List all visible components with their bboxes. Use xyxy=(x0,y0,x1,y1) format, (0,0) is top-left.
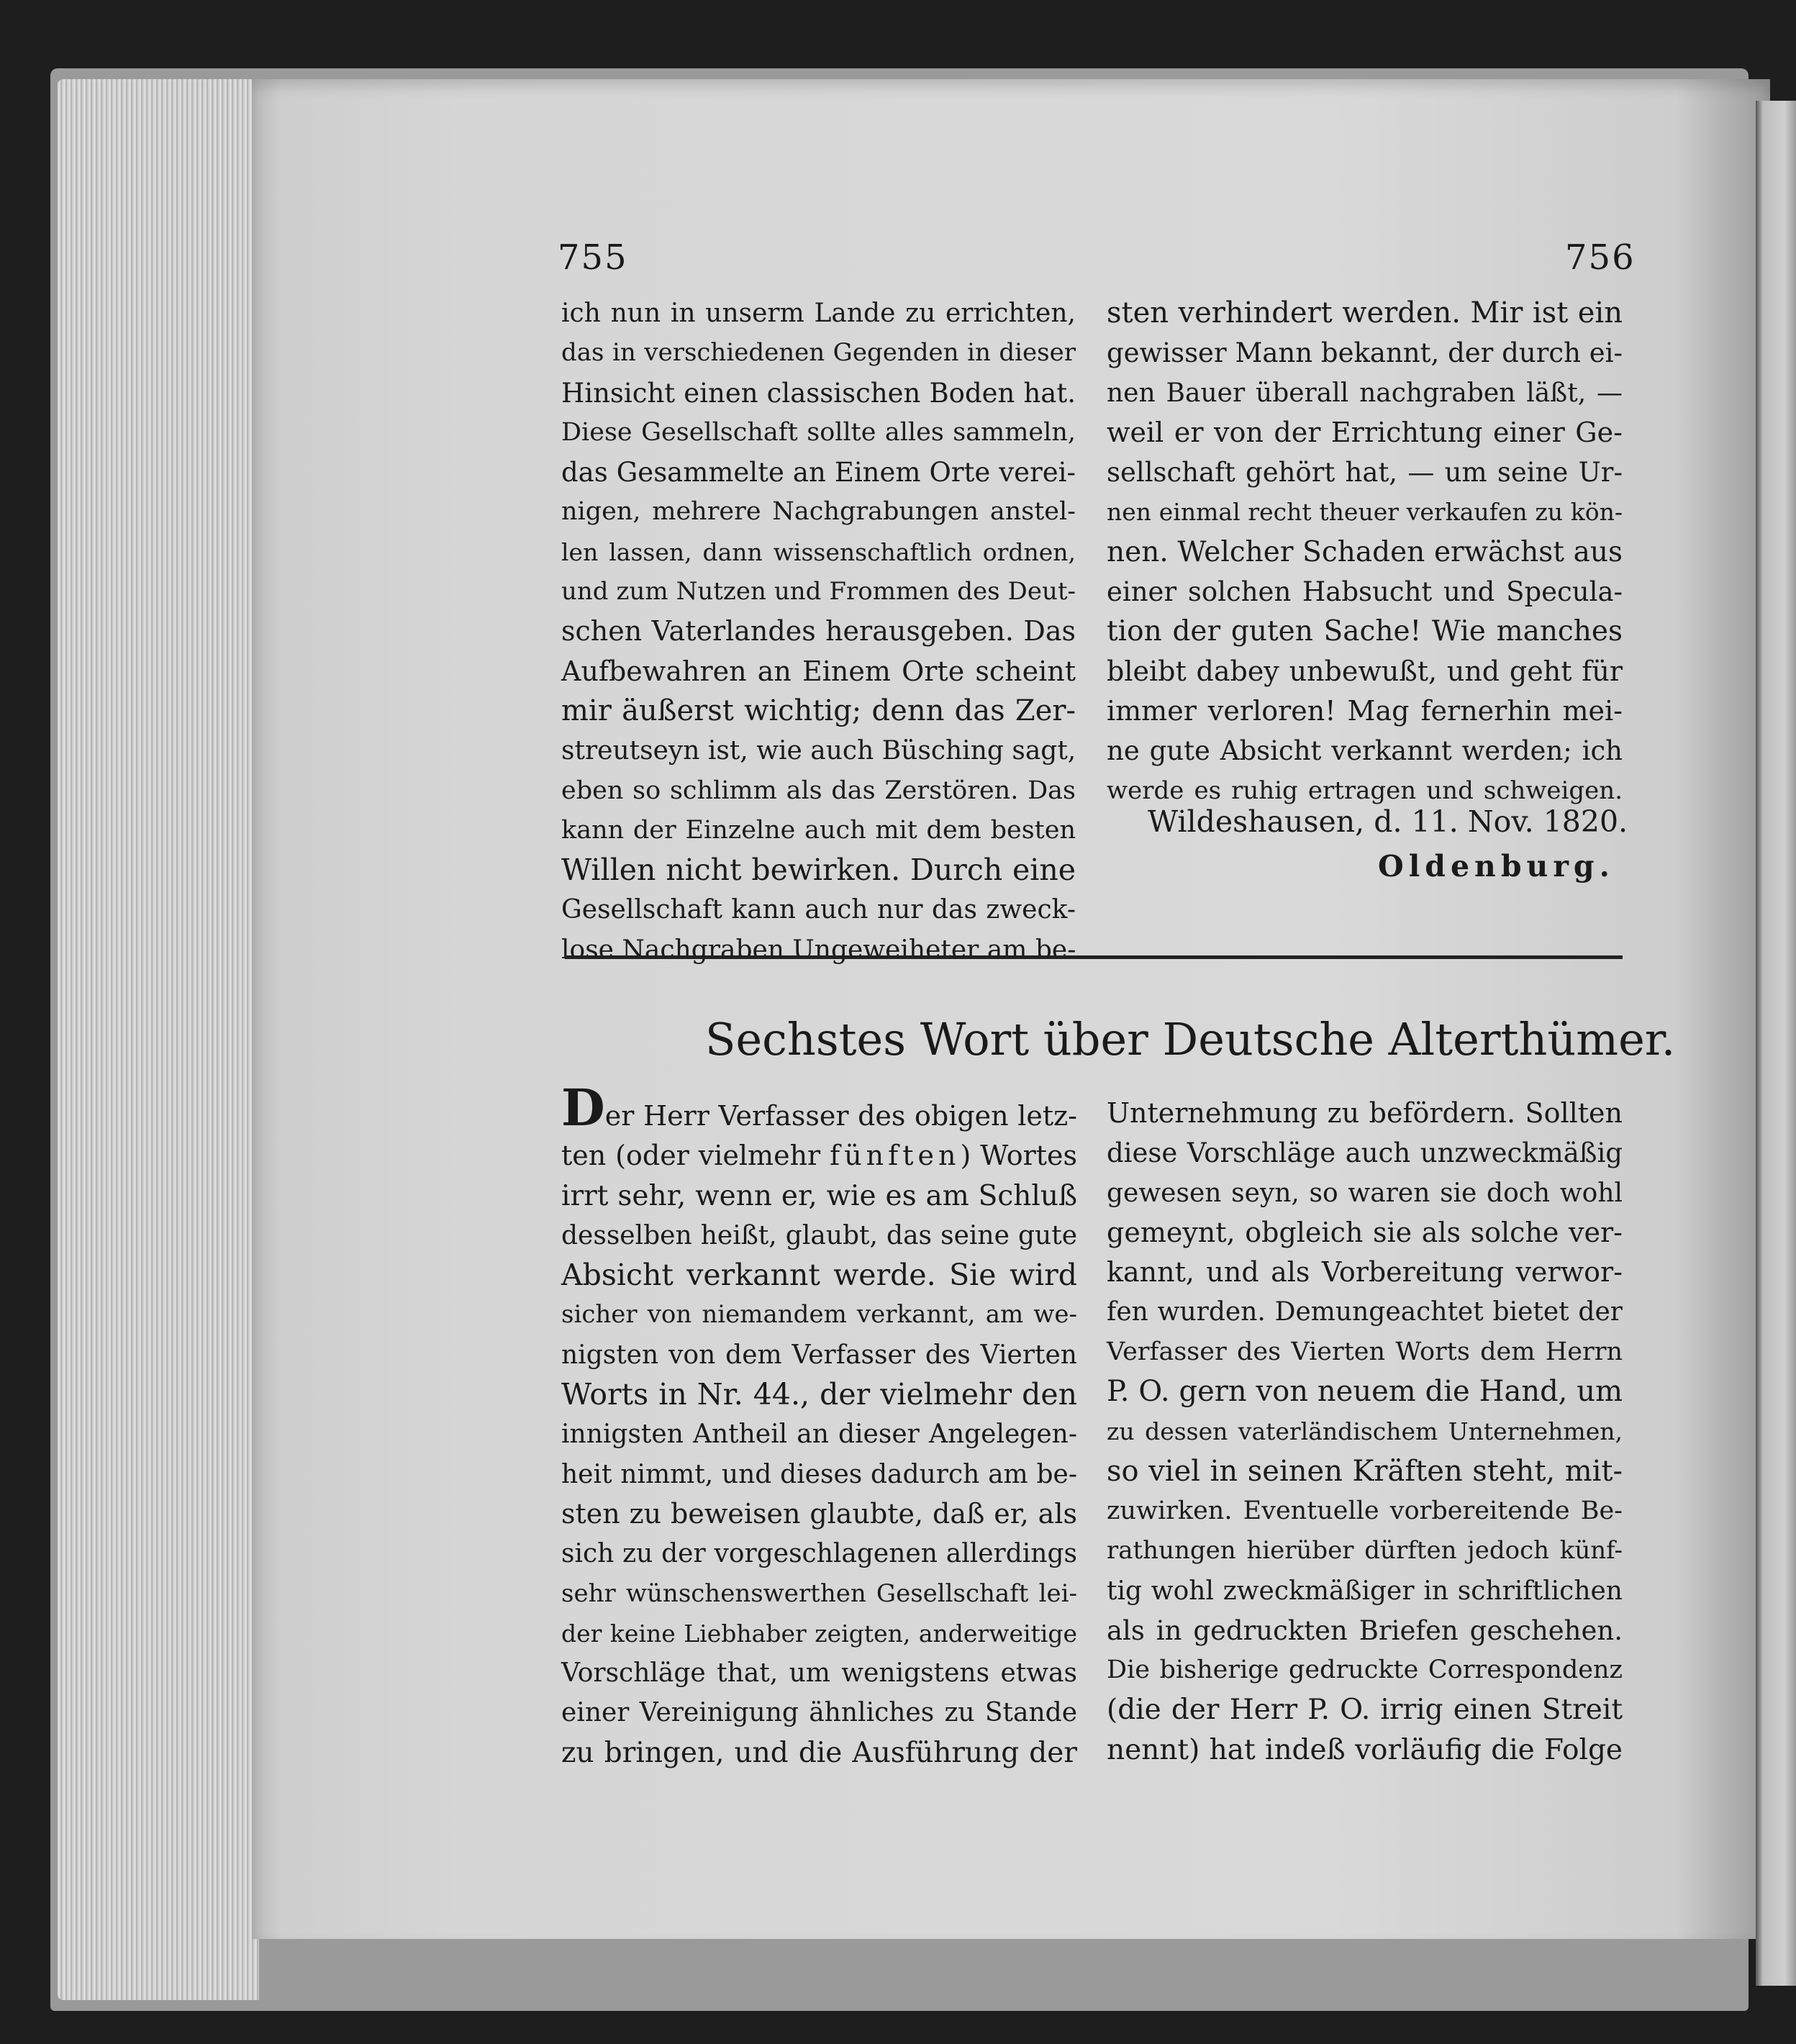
text-line: desselben heißt, glaubt, das seine gute xyxy=(561,1220,1077,1250)
text-line: und zum Nutzen und Frommen des Deut- xyxy=(561,577,1076,607)
text-line: sicher von niemandem verkannt, am we- xyxy=(561,1300,1077,1330)
text-line: len lassen, dann wissenschaftlich ordnen, xyxy=(561,537,1076,566)
signoff-city: Oldenburg. xyxy=(1378,849,1615,884)
text-line: (die der Herr P. O. irrig einen Streit xyxy=(1107,1694,1623,1727)
text-line: einer Vereinigung ähnliches zu Stande xyxy=(561,1698,1077,1728)
text-line: Absicht verkannt werde. Sie wird xyxy=(561,1258,1077,1293)
text-line: diese Vorschläge auch unzweckmäßig xyxy=(1107,1137,1623,1169)
text-line: P. O. gern von neuem die Hand, um xyxy=(1107,1375,1623,1409)
text-line: als in gedruckten Briefen geschehen. xyxy=(1107,1614,1623,1646)
text-line: so viel in seinen Kräften steht, mit- xyxy=(1107,1454,1623,1488)
text-line: das in verschiedenen Gegenden in dieser xyxy=(561,338,1076,368)
page-edges xyxy=(58,79,259,2000)
text-line: immer verloren! Mag fernerhin mei- xyxy=(1107,694,1623,727)
text-line: irrt sehr, wenn er, wie es am Schluß xyxy=(561,1179,1077,1212)
text-fragment: ) Wortes xyxy=(960,1140,1077,1172)
text-line: rathungen hierüber dürften jedoch künf- xyxy=(1107,1536,1623,1566)
text-line: sellschaft gehört hat, — um seine Ur- xyxy=(1107,457,1623,489)
signoff-place-date: Wildeshausen, d. 11. Nov. 1820. xyxy=(1148,804,1628,839)
text-line: zu bringen, und die Ausführung der xyxy=(561,1736,1077,1769)
text-line: fen wurden. Demungeachtet bietet der xyxy=(1107,1297,1623,1327)
text-line-second xyxy=(561,1136,1077,1176)
text-line: eben so schlimm als das Zerstören. Das xyxy=(561,776,1076,805)
text-line-first xyxy=(561,1078,1077,1137)
text-line: nen Bauer überall nachgraben läßt, — xyxy=(1107,378,1623,408)
text-line: sehr wünschenswerthen Gesellschaft lei- xyxy=(561,1579,1077,1608)
text-fragment: er Herr Verfasser des obigen letz- xyxy=(604,1100,1077,1132)
section-heading: Sechstes Wort über Deutsche Alterthümer. xyxy=(705,1013,1676,1066)
text-line: sten verhindert werden. Mir ist ein xyxy=(1107,296,1623,330)
text-line: werde es ruhig ertragen und schweigen. xyxy=(1107,776,1623,805)
text-column-top-left xyxy=(561,294,1076,970)
text-line: zu dessen vaterländischem Unternehmen, xyxy=(1107,1417,1623,1446)
next-page-edge xyxy=(1756,101,1796,1986)
text-line: Unternehmung zu befördern. Sollten xyxy=(1107,1097,1623,1129)
text-line: schen Vaterlandes herausgeben. Das xyxy=(561,615,1076,648)
text-line: lose Nachgraben Ungeweiheter am be- xyxy=(561,935,1076,965)
text-line: bleibt dabey unbewußt, und geht für xyxy=(1107,655,1623,687)
text-line: das Gesammelte an Einem Orte verei- xyxy=(561,457,1076,489)
text-line: sich zu der vorgeschlagenen allerdings xyxy=(561,1539,1077,1569)
text-line: weil er von der Errichtung einer Ge- xyxy=(1107,416,1623,448)
text-line: innigsten Antheil an dieser Angelegen- xyxy=(561,1420,1077,1450)
text-line: Verfasser des Vierten Worts dem Herrn xyxy=(1107,1337,1623,1366)
text-line: nen. Welcher Schaden erwächst aus xyxy=(1107,535,1623,568)
text-line: Aufbewahren an Einem Orte scheint xyxy=(561,655,1076,687)
text-line: nigsten von dem Verfasser des Vierten xyxy=(561,1340,1077,1370)
text-line: ich nun in unserm Lande zu errichten, xyxy=(561,299,1076,328)
text-line: nigen, mehrere Nachgrabungen anstel- xyxy=(561,497,1076,527)
text-line: nen einmal recht theuer verkaufen zu kön- xyxy=(1107,498,1623,527)
text-line: gewisser Mann bekannt, der durch ei- xyxy=(1107,337,1623,369)
text-column-bottom-right xyxy=(1107,1094,1623,1770)
page-number-right: 756 xyxy=(1565,237,1636,278)
text-line: einer solchen Habsucht und Specula- xyxy=(1107,576,1623,608)
text-line: tion der guten Sache! Wie manches xyxy=(1107,615,1623,648)
text-line: Worts in Nr. 44., der vielmehr den xyxy=(561,1377,1077,1412)
text-line: zuwirken. Eventuelle vorbereitende Be- xyxy=(1107,1496,1623,1525)
text-line: Vorschläge that, um wenigstens etwas xyxy=(561,1658,1077,1689)
text-line: Die bisherige gedruckte Correspondenz xyxy=(1107,1655,1623,1685)
text-column-bottom-left xyxy=(561,1078,1077,1773)
section-divider xyxy=(565,955,1623,959)
text-line: tig wohl zweckmäßiger in schriftlichen xyxy=(1107,1576,1623,1606)
text-line: gewesen seyn, so waren sie doch wohl xyxy=(1107,1178,1623,1208)
text-line: Gesellschaft kann auch nur das zweck- xyxy=(561,895,1076,925)
text-line: Diese Gesellschaft sollte alles sammeln, xyxy=(561,417,1076,447)
drop-cap: D xyxy=(561,1078,605,1137)
text-line: heit nimmt, und dieses dadurch am be- xyxy=(561,1459,1077,1489)
text-line: mir äußerst wichtig; denn das Zer- xyxy=(561,694,1076,727)
emphasized-word: fünften xyxy=(830,1140,961,1172)
text-line: gemeynt, obgleich sie als solche ver- xyxy=(1107,1216,1623,1248)
text-line: der keine Liebhaber zeigten, anderweitige xyxy=(561,1619,1077,1648)
page-number-left: 755 xyxy=(558,237,628,278)
text-line: sten zu beweisen glaubte, daß er, als xyxy=(561,1497,1077,1530)
text-line: Hinsicht einen classischen Boden hat. xyxy=(561,377,1076,409)
text-line: streutseyn ist, wie auch Büsching sagt, xyxy=(561,736,1076,766)
text-line: ne gute Absicht verkannt werden; ich xyxy=(1107,735,1623,767)
text-fragment: ten (oder vielmehr xyxy=(561,1140,830,1172)
text-line: kannt, und als Vorbereitung verwor- xyxy=(1107,1256,1623,1289)
text-column-top-right xyxy=(1107,294,1623,811)
text-line: kann der Einzelne auch mit dem besten xyxy=(561,815,1076,845)
text-line: Willen nicht bewirken. Durch eine xyxy=(561,853,1076,888)
text-line: nennt) hat indeß vorläufig die Folge xyxy=(1107,1733,1623,1766)
